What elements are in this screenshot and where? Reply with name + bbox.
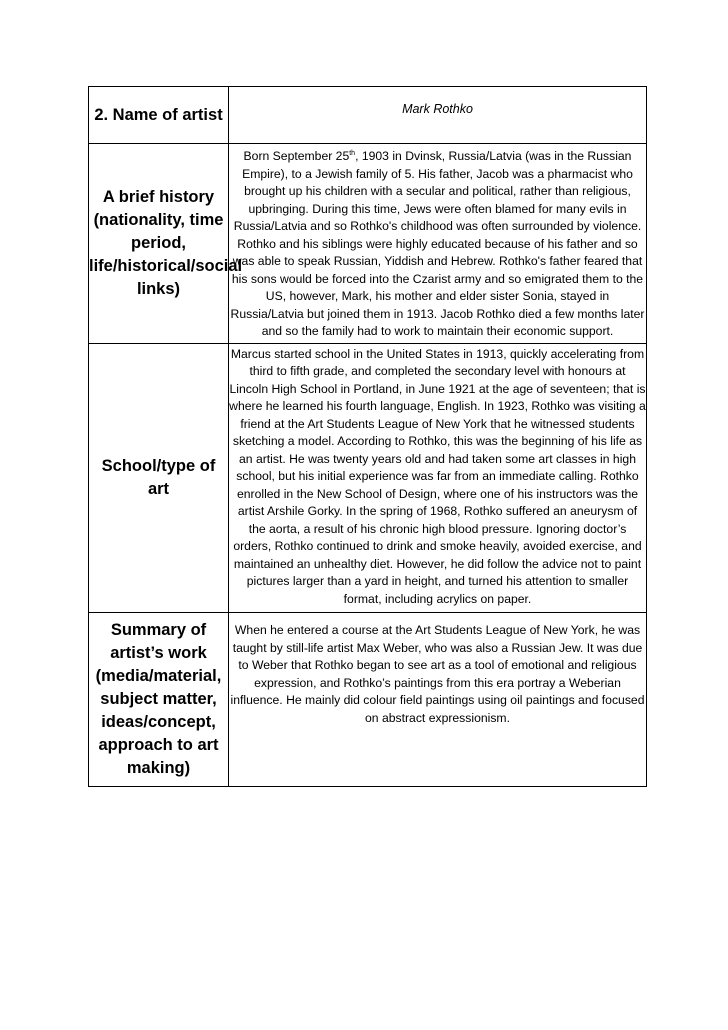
history-ordinal-suffix: th [349,149,356,157]
summary-of-work-label: Summary of artist’s work (media/material, subject matter, ideas/concept, approach to art making) [89,613,229,787]
table-row [89,613,647,787]
table-row [89,87,647,144]
history-text-rest: , 1903 in Dvinsk, Russia/Latvia (was in the Russian Empire), to a Jewish family of 5. His father, Jacob was a pharmacist who brought up his children with a secular and political, rather than religious, upbringing. During this time, Jews were often blamed for many evils in Russia/Latvia and so Rothko's childhood was often surrounded by violence. Rothko and his siblings were highly educated because of his father and so was able to speak Russian, Yiddish and Hebrew. Rothko's father feared that his sons would be forced into the Czarist army and so emigrated them to the US, however, Mark, his mother and elder sister Sonia, stayed in Russia/Latvia but joined them in 1913. Jacob Rothko died a few months later and so the family had to work to maintain their economic support. [230,149,645,338]
brief-history-label: A brief history (nationality, time period, life/historical/social links) [89,144,229,344]
school-type-label: School/type of art [89,343,229,613]
artist-study-table [88,86,647,787]
name-of-artist-label: 2. Name of artist [89,87,229,144]
summary-of-work-value: When he entered a course at the Art Students League of New York, he was taught by still-life artist Max Weber, who was also a Russian Jew. It was due to Weber that Rothko began to see art as a tool of emotional and religious expression, and Rothko’s paintings from this era portray a Weberian influence. He mainly did colour field paintings using oil paintings and focused on abstract expressionism. [229,613,647,787]
table-row [89,144,647,344]
school-type-value: Marcus started school in the United States in 1913, quickly accelerating from third to fifth grade, and completed the secondary level with honours at Lincoln High School in Portland, in June 1921 at the age of seventeen; that is where he learned his fourth language, English. In 1923, Rothko was visiting a friend at the Art Students League of New York that he witnessed students sketching a model. According to Rothko, this was the beginning of his life as an artist. He was twenty years old and had taken some art classes in high school, but his initial experience was far from an immediate calling. Rothko enrolled in the New School of Design, where one of his instructors was the artist Arshile Gorky. In the spring of 1968, Rothko suffered an aneurysm of the aorta, a result of his chronic high blood pressure. Ignoring doctor’s orders, Rothko continued to drink and smoke heavily, avoided exercise, and maintained an unhealthy diet. However, he did follow the advice not to paint pictures larger than a yard in height, and turned his attention to smaller format, including acrylics on paper. [229,343,647,613]
history-text-start: Born September 25 [243,149,350,163]
table-row [89,343,647,613]
brief-history-value [229,144,647,344]
artist-name-value: Mark Rothko [229,87,647,144]
